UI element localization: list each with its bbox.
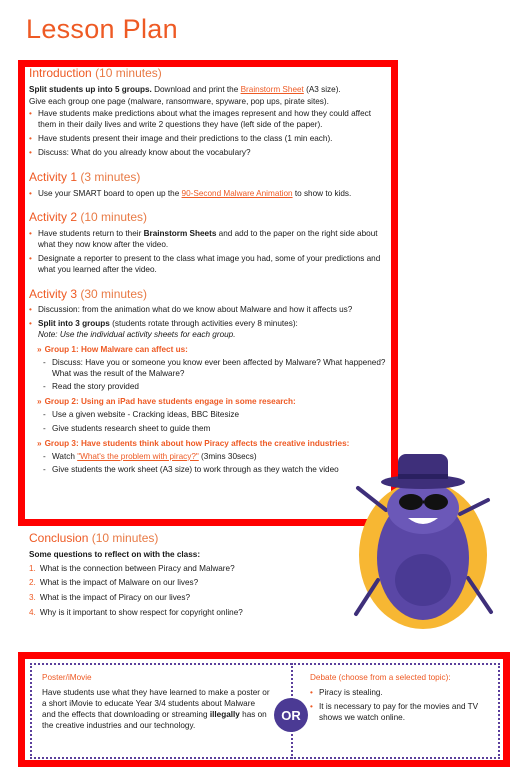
list-item	[43, 452, 389, 463]
list-item: • It is necessary to pay for the movies and TV shows we watch online.	[310, 701, 500, 723]
activity-2-text-tail: and add to the paper on the right side about what they now know after the video.	[38, 229, 378, 250]
group-2-heading	[37, 397, 389, 408]
poster-bold: illegally	[209, 710, 240, 720]
conclusion-questions	[29, 564, 389, 619]
watch-duration: (3mins 30secs)	[198, 451, 257, 461]
activity-3-duration: (30 minutes)	[80, 286, 148, 301]
list-item	[29, 593, 389, 604]
list-item	[29, 319, 389, 341]
group-2-label: Group 2: Using an iPad have students engage in some research:	[44, 397, 296, 407]
introduction-duration: (10 minutes)	[95, 66, 162, 80]
activity-3-bullets	[29, 305, 389, 340]
activity-2-bullets	[29, 229, 389, 275]
page-title: Lesson Plan	[26, 14, 178, 44]
item-text: What is the impact of Malware on our lives?	[39, 578, 199, 588]
intro-text: Download and print the	[151, 84, 241, 94]
intro-bold-text: Split students up into 5 groups.	[29, 84, 152, 94]
activity-2-bold: Brainstorm Sheets	[143, 229, 217, 239]
item-number: 3.	[29, 593, 36, 603]
list-item: - Read the story provided	[43, 382, 389, 393]
activity-2-duration: (10 minutes)	[80, 210, 148, 225]
section-heading	[29, 287, 389, 303]
section-activity-1	[29, 170, 389, 200]
list-item: • Designate a reporter to present to the class what image you had, some of your predictions and what you learned after the video.	[29, 254, 389, 276]
poster-text-tail: has on the creative industries and our technology.	[42, 710, 267, 731]
list-item: - Discuss: Have you or someone you know ever been affected by Malware? What happened? What was the result of the Malware?	[43, 358, 389, 380]
activity-2-heading: Activity 2	[29, 210, 78, 225]
activity-1-bullets	[29, 189, 389, 200]
item-number: 4.	[29, 608, 36, 618]
group-1-heading	[37, 345, 389, 356]
intro-paragraph-2: Give each group one page (malware, ransomware, spyware, pop ups, pirate sites).	[29, 96, 329, 106]
introduction-heading: Introduction	[29, 66, 92, 80]
section-heading	[29, 210, 389, 226]
list-item: • Have students present their image and their predictions to the class (1 min each).	[29, 134, 389, 145]
item-number: 1.	[29, 563, 36, 573]
item-text: What is the connection between Piracy and Malware?	[39, 563, 235, 573]
group-3-label: Group 3: Have students think about how Piracy affects the creative industries:	[44, 438, 350, 448]
debate-topics	[310, 687, 500, 723]
section-heading	[29, 531, 389, 547]
list-item	[29, 608, 389, 619]
list-item	[29, 189, 389, 200]
activity-3-note: Note: Use the individual activity sheets for each group.	[38, 330, 236, 340]
piracy-video-link[interactable]: "What's the problem with piracy?"	[77, 451, 199, 461]
arrow-icon: »	[37, 438, 42, 448]
activity-1-text-tail: to show to kids.	[292, 188, 352, 198]
activity-1-heading: Activity 1	[29, 169, 78, 184]
list-item: - Give students research sheet to guide them	[43, 424, 389, 435]
debate-option	[310, 672, 500, 726]
item-text: What is the impact of Piracy on our lives?	[39, 593, 191, 603]
list-item: - Use a given website - Cracking ideas, BBC Bitesize	[43, 410, 389, 421]
activity-3-heading: Activity 3	[29, 286, 78, 301]
malware-animation-link[interactable]: 90-Second Malware Animation	[181, 188, 293, 198]
arrow-icon: »	[37, 344, 42, 354]
section-conclusion	[29, 531, 389, 623]
activity-3-text: (students rotate through activities every 8 minutes):	[109, 319, 298, 329]
list-item: • Piracy is stealing.	[310, 687, 500, 698]
conclusion-duration: (10 minutes)	[91, 531, 159, 545]
group-1-label: Group 1: How Malware can affect us:	[44, 344, 188, 354]
poster-imovie-title: Poster/iMovie	[42, 673, 92, 682]
list-item: • Discussion: from the animation what do we know about Malware and how it affects us?	[29, 305, 389, 316]
list-item	[29, 229, 389, 251]
list-item	[29, 564, 389, 575]
conclusion-heading: Conclusion	[29, 531, 89, 545]
group-3-items	[43, 452, 389, 477]
activity-1-text: Use your SMART board to open up the	[38, 188, 182, 198]
watch-text: Watch	[52, 451, 78, 461]
arrow-icon: »	[37, 397, 42, 407]
or-badge: OR	[274, 698, 308, 732]
group-1-items	[43, 358, 389, 393]
section-introduction	[29, 66, 389, 159]
intro-bullets	[29, 109, 389, 158]
list-item: - Give students the work sheet (A3 size) to work through as they watch the video	[43, 465, 389, 476]
intro-paragraph-1	[29, 85, 389, 96]
activity-2-text: Have students return to their	[38, 229, 144, 239]
malware-bug-mascot-illustration	[348, 430, 498, 635]
section-heading	[29, 66, 389, 82]
poster-imovie-option	[42, 672, 270, 731]
activity-3-bold: Split into 3 groups	[38, 319, 110, 329]
brainstorm-sheet-link[interactable]: Brainstorm Sheet	[240, 84, 304, 94]
group-2-items	[43, 410, 389, 435]
conclusion-intro-text: Some questions to reflect on with the class:	[29, 549, 201, 559]
poster-text: Have students use what they have learned to make a poster or a short iMovie to educate Year 3/4 students about Malware and the effects that downloading or streaming	[42, 688, 270, 720]
section-activity-3	[29, 287, 389, 477]
list-item	[29, 578, 389, 589]
section-activity-2	[29, 210, 389, 275]
list-item: • Discuss: What do you already know about the vocabulary?	[29, 148, 389, 159]
group-3-heading	[37, 439, 389, 450]
section-heading	[29, 170, 389, 186]
item-text: Why is it important to show respect for copyright online?	[39, 608, 243, 618]
debate-title: Debate (choose from a selected topic):	[310, 673, 451, 682]
lesson-content	[29, 66, 389, 479]
conclusion-intro	[29, 550, 389, 561]
list-item: • Have students make predictions about what the images represent and how they could affect them in their daily lives and write 2 questions they have (left side of the paper).	[29, 109, 389, 131]
activity-1-duration: (3 minutes)	[80, 169, 141, 184]
intro-text-tail: (A3 size).	[303, 84, 341, 94]
poster-imovie-text	[42, 687, 270, 731]
item-number: 2.	[29, 578, 36, 588]
